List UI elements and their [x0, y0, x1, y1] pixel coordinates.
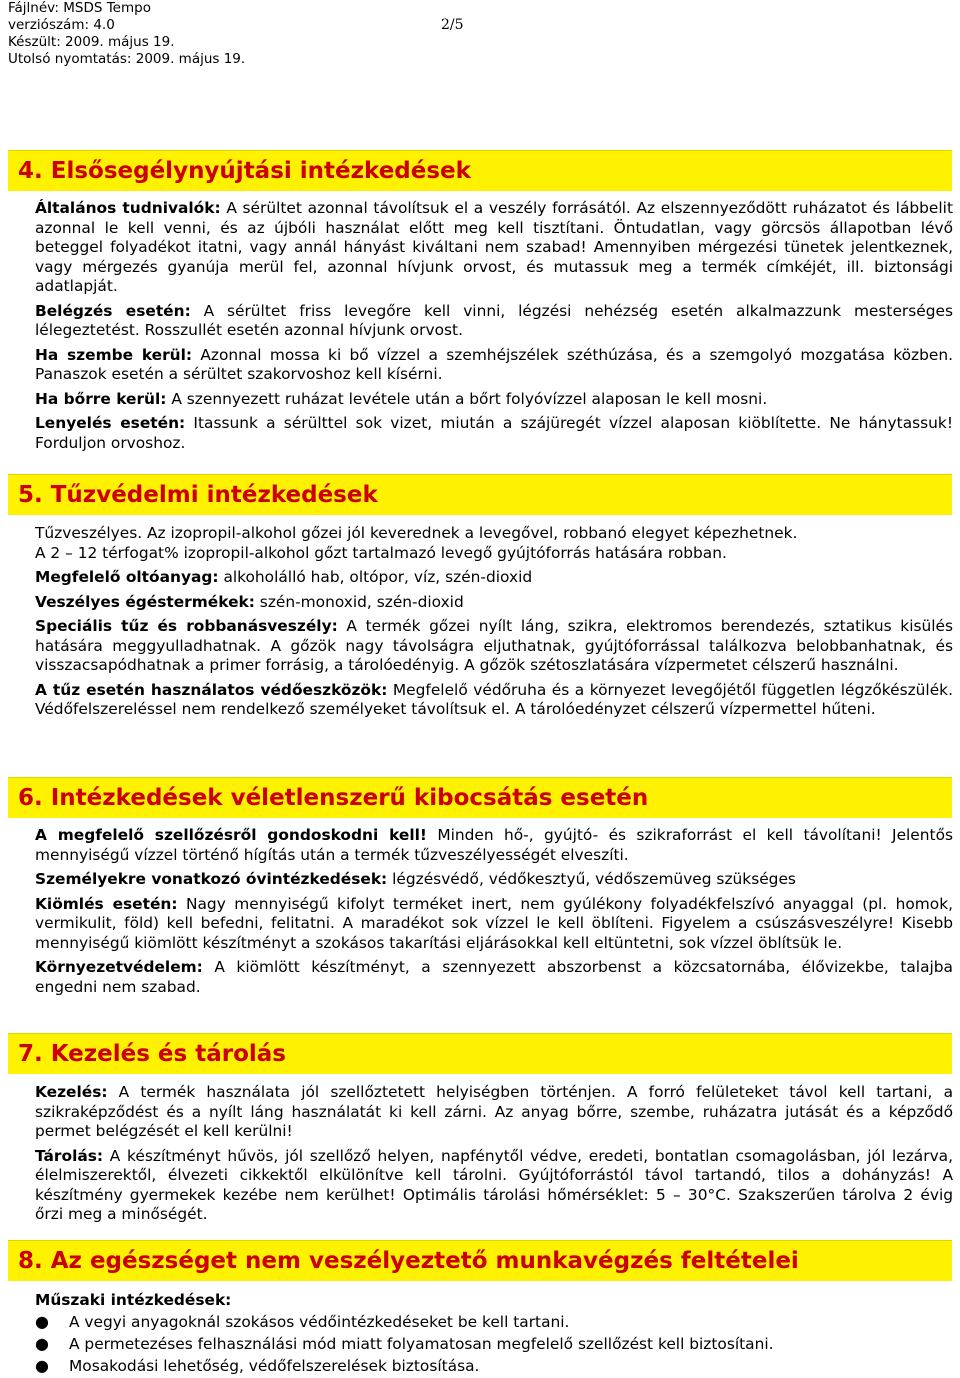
- agent-text: alkoholálló hab, oltópor, víz, szén-dioxid: [218, 568, 533, 586]
- handling-label: Kezelés:: [35, 1083, 108, 1101]
- inhalation-label: Belégzés esetén:: [35, 301, 191, 320]
- ventilation-info: [35, 826, 953, 865]
- ingestion-info: [35, 414, 953, 453]
- storage-info: [35, 1147, 953, 1225]
- list-item: ● A permetezéses felhasználási mód miatt folyamatosan megfelelő szellőzést kell biztosítani.: [35, 1333, 774, 1353]
- storage-text: A készítményt hűvös, jól szellőző helyen, napfénytől védve, eredeti, bontatlan csomagolásban, jól lezárva, élelmiszerektől, élvezeti cikkektől elkülönítve kell tárolni. Gyújtóforrástól távol tartandó, tilos a dohányzás! A készítmény gyermekek kezébe nem kerülhet! Optimális tárolási hőmérséklet: 5 – 30°C. Szakszerűen tárolva 2 évig őrzi meg a minőségét.: [35, 1146, 953, 1223]
- storage-label: Tárolás:: [35, 1146, 104, 1165]
- technical-measures-list: [35, 1311, 953, 1377]
- personal-text: légzésvédő, védőkesztyű, védőszemüveg szükséges: [387, 870, 796, 888]
- inhalation-info: [35, 302, 953, 341]
- bullet-icon: ●: [35, 1355, 49, 1375]
- ventilation-label: A megfelelő szellőzésről gondoskodni kell!: [35, 826, 427, 844]
- version: verziószám: 4.0: [8, 17, 115, 33]
- personal-precautions: [35, 870, 953, 890]
- extinguishing-agent: [35, 568, 953, 588]
- handling-text: A termék használata jól szellőztetett helyiségben történjen. A forró felületeket távol kell tartani, a szikraképződést és a nyílt láng használatát ki kell zárni. Az anyag bőrre, szembe, ruházatra jutását és a képződő permet belégzését el kell kerülni!: [35, 1083, 953, 1140]
- special-text: A termék gőzei nyílt láng, szikra, elektromos berendezés, sztatikus kisülés hatására meggyulladhatnak. A gőzök nagy távolságra eljuthatnak, gyújtóforrással találkozva belobbanhatnak, és visszacsapódhatnak a primer forrásig, a tárolóedényig. A gőzök szétoszlatására vízpermetet célszerű használni.: [35, 617, 954, 674]
- section-6-body: [35, 826, 953, 997]
- products-text: szén-monoxid, szén-dioxid: [254, 592, 464, 611]
- general-label: Általános tudnivalók:: [35, 199, 221, 217]
- ppe-label: A tűz esetén használatos védőeszközök:: [35, 680, 388, 699]
- section-4-heading: 4. Elsősegélynyújtási intézkedések: [8, 150, 952, 191]
- skin-info: [35, 390, 953, 410]
- ingestion-label: Lenyelés esetén:: [35, 414, 186, 432]
- spill-info: [35, 895, 953, 954]
- fire-intro-1: Tűzveszélyes. Az izopropil-alkohol gőzei jól keverednek a levegővel, robbanó elegyet képezhetnek.: [35, 524, 798, 542]
- section-8-heading: 8. Az egészséget nem veszélyeztető munkavégzés feltételei: [8, 1240, 952, 1281]
- section-8-body: [35, 1291, 953, 1377]
- technical-measures-label: Műszaki intézkedések:: [35, 1291, 232, 1309]
- environment-info: [35, 958, 953, 997]
- bullet-icon: ●: [35, 1333, 49, 1353]
- combustion-products: [35, 593, 953, 613]
- special-hazard: [35, 617, 953, 676]
- ingestion-text: Itassunk a sérülttel sok vizet, miután a szájüregét vízzel alaposan kiöblítette. Ne hánytassuk! Forduljon orvoshoz.: [35, 414, 953, 452]
- spill-text: Nagy mennyiségű kifolyt terméket inert, nem gyúlékony folyadékfelszívó anyaggal (pl. homok, vermikulit, föld) kell befedni, felitatni. A maradékot sok vízzel le kell öblíteni. Figyelem a csúszásveszélyre! Kisebb mennyiségű kiömlött készítményt a szokásos takarítási eljárásokkal kell eltüntetni, sok vízzel öblítsük le.: [35, 894, 953, 952]
- list-item: ● A vegyi anyagoknál szokásos védőintézkedéseket be kell tartani.: [35, 1311, 570, 1331]
- personal-label: Személyekre vonatkozó óvintézkedések:: [35, 870, 388, 888]
- fire-ppe: [35, 681, 953, 720]
- general-text: A sérültet azonnal távolítsuk el a veszély forrásától. Az elszennyeződött ruházatot és lábbelit azonnal le kell venni, és az újbóli használat előtt meg kell tisztítani. Öntudatlan, vagy görcsös állapotban lévő beteggel folyadékot itatni, vagy annál hányást kiváltani nem szabad! Amennyiben mérgezési tünetek jelentkeznek, vagy mérgezés gyanúja merül fel, azonnal hívjunk orvost, és mutassuk meg a termék címkéjét, ill. biztonsági adatlapját.: [35, 199, 953, 295]
- created-date: Készült: 2009. május 19.: [8, 34, 175, 50]
- file-name: Fájlnév: MSDS Tempo: [8, 0, 151, 16]
- spill-label: Kiömlés esetén:: [35, 894, 178, 913]
- agent-label: Megfelelő oltóanyag:: [35, 568, 219, 586]
- section-7-body: [35, 1083, 953, 1225]
- ppe-text: Megfelelő védőruha és a környezet levegőjétől független légzőkészülék. Védőfelszereléssel nem rendelkező személyeket távolítsuk el. A tárolóedényzet célszerű vízpermettel hűteni.: [35, 680, 953, 718]
- products-label: Veszélyes égéstermékek:: [35, 592, 255, 611]
- special-label: Speciális tűz és robbanásveszély:: [35, 617, 338, 635]
- bullet-icon: ●: [35, 1311, 49, 1331]
- skin-text: A szennyezett ruházat levétele után a bőrt folyóvízzel alaposan le kell mosni.: [166, 389, 768, 408]
- fire-intro-2: A 2 – 12 térfogat% izopropil-alkohol gőzt tartalmazó levegő gyújtóforrás hatására robban.: [35, 543, 727, 562]
- section-4-body: [35, 199, 953, 453]
- eye-label: Ha szembe kerül:: [35, 345, 193, 364]
- document-header: [8, 0, 245, 68]
- eye-info: [35, 346, 953, 385]
- inhalation-text: A sérültet friss levegőre kell vinni, légzési nehézség esetén alkalmazzunk mesterséges lélegeztetést. Rosszullét esetén azonnal hívjunk orvost.: [35, 301, 953, 339]
- environment-text: A kiömlött készítményt, a szennyezett abszorbenst a közcsatornába, élővizekbe, talajba engedni nem szabad.: [35, 958, 953, 996]
- general-info: [35, 199, 953, 297]
- handling-info: [35, 1083, 953, 1142]
- section-6-heading: 6. Intézkedések véletlenszerű kibocsátás esetén: [8, 777, 952, 818]
- environment-label: Környezetvédelem:: [35, 958, 203, 976]
- printed-date: Utolsó nyomtatás: 2009. május 19.: [8, 51, 246, 67]
- section-5-heading: 5. Tűzvédelmi intézkedések: [8, 474, 952, 515]
- section-5-body: [35, 524, 953, 720]
- eye-text: Azonnal mossa ki bő vízzel a szemhéjszélek széthúzása, és a szemgolyó mozgatása közben. Panaszok esetén a sérültet szakorvoshoz kell kísérni.: [35, 345, 953, 383]
- list-item: ● Mosakodási lehetőség, védőfelszerelések biztosítása.: [35, 1355, 480, 1375]
- page-number: 2/5: [441, 17, 464, 33]
- skin-label: Ha bőrre kerül:: [35, 389, 167, 408]
- section-7-heading: 7. Kezelés és tárolás: [8, 1033, 952, 1074]
- ventilation-text: Minden hő-, gyújtó- és szikraforrást el kell távolítani! Jelentős mennyiségű vízzel történő hígítás után a termék tűzveszélyességét elveszíti.: [35, 826, 954, 864]
